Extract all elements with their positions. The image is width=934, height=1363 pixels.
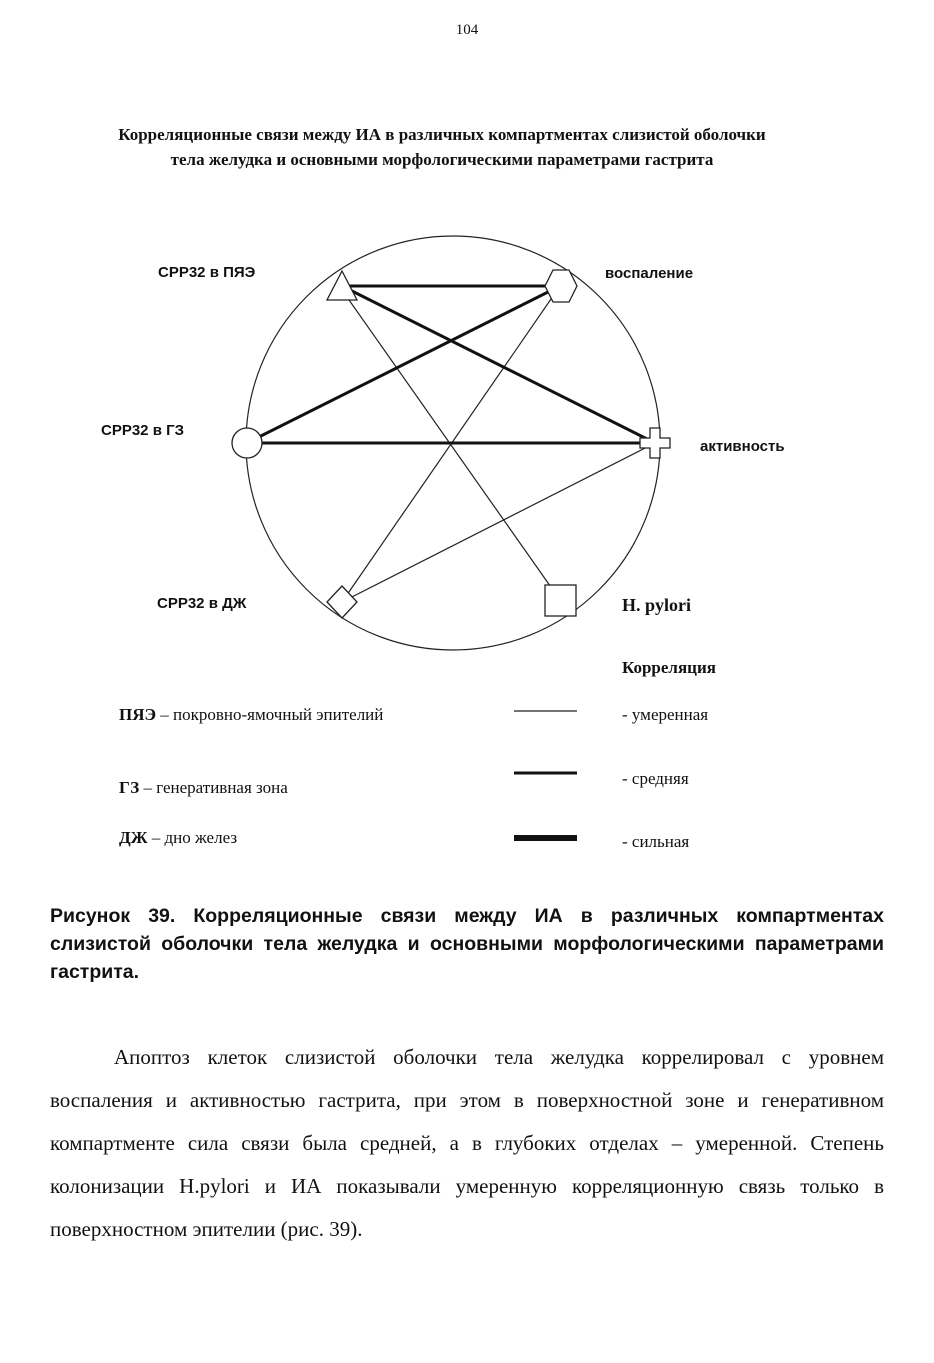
cross-marker — [640, 428, 670, 458]
legend-label-medium: - средняя — [622, 769, 689, 788]
hexagon-marker — [545, 270, 577, 302]
abbr-term: ДЖ — [119, 828, 148, 847]
abbr-definition: – покровно-ямочный эпителий — [156, 705, 384, 724]
abbr-definition: – генеративная зона — [139, 778, 288, 797]
abbr-gz — [119, 776, 439, 800]
abbr-dzh — [119, 826, 439, 850]
label-cpp32-pye: CPP32 в ПЯЭ — [158, 264, 256, 281]
legend-label-strong: - сильная — [622, 832, 690, 851]
link-activity-dzh — [342, 443, 655, 602]
legend-label-moderate: - умеренная — [622, 705, 709, 724]
link-pye-activity — [342, 286, 655, 443]
abbr-definition: – дно желез — [147, 828, 238, 847]
label-h-pylori: H. pylori — [622, 595, 692, 615]
abbr-term: ГЗ — [119, 778, 140, 797]
abbr-term: ПЯЭ — [119, 705, 157, 724]
abbr-pye — [119, 703, 439, 727]
legend-heading: Корреляция — [622, 658, 716, 677]
label-activity: активность — [700, 438, 785, 455]
diamond-marker — [327, 586, 357, 618]
figure-title: Корреляционные связи между ИА в различных компартментах слизистой оболочки тела желудка и основными морфологическими параметрами гастрита — [118, 125, 766, 169]
page-number: 104 — [455, 22, 479, 38]
label-inflammation: воспаление — [605, 265, 694, 282]
square-marker — [545, 585, 576, 616]
circle-marker — [232, 428, 262, 458]
label-cpp32-dzh: CPP32 в ДЖ — [157, 595, 247, 612]
label-cpp32-gz: CPP32 в ГЗ — [101, 422, 184, 439]
figure-caption: Рисунок 39. Корреляционные связи между ИА в различных компартментах слизистой оболочки тела желудка и основными морфологическими параметрами гастрита. — [50, 905, 884, 983]
body-paragraph: Апоптоз клеток слизистой оболочки тела желудка коррелировал с уровнем воспаления и активностью гастрита, при этом в поверхностной зоне и генеративном компартменте сила связи была средней, а в глубоких отделах – умеренной. Степень колонизации H.pylori и ИА показывали умеренную корреляционную связь только в поверхностном эпителии (рис. 39). — [50, 1045, 884, 1241]
link-gz-inflammation — [247, 286, 560, 443]
